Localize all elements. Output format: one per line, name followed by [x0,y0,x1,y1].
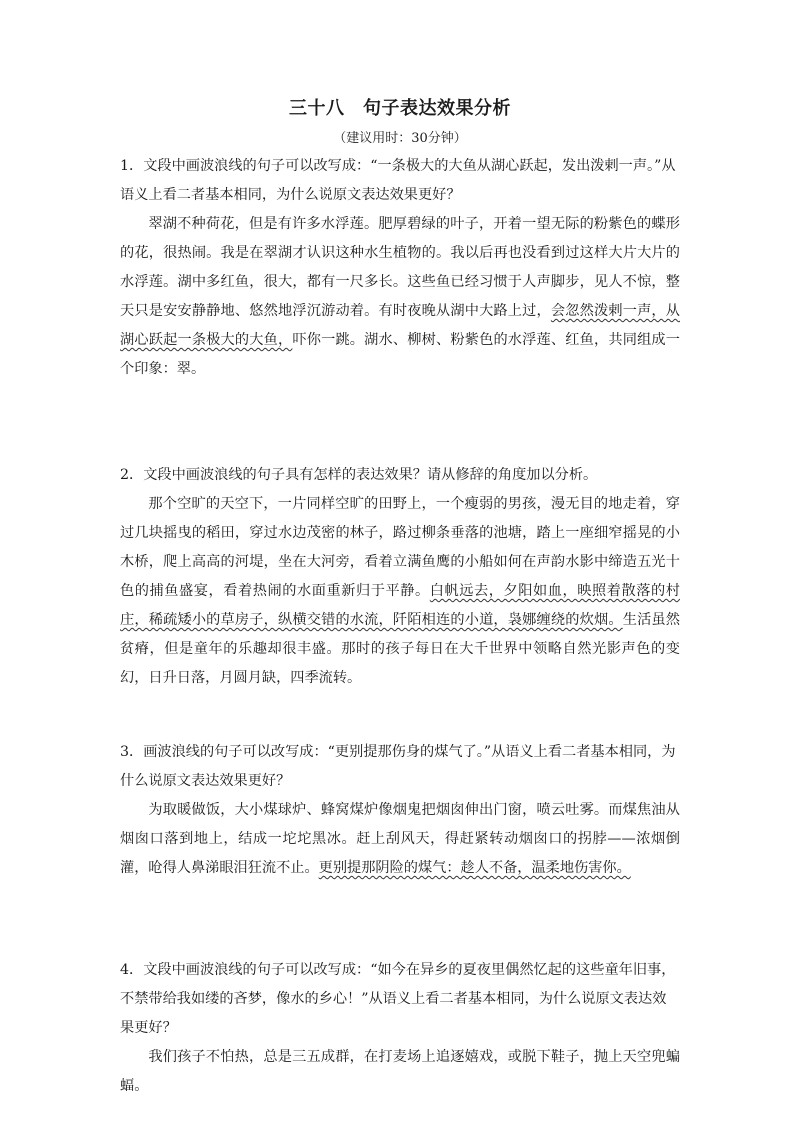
question-prompt: 2．文段中画波浪线的句子具有怎样的表达效果？请从修辞的角度加以分析。 [120,467,598,483]
wavy-underlined-sentence: 白帆远去，夕阳如血，映照着散落的村庄，稀疏矮小的草房子，纵横交错的水流，阡陌相连的小道，袅娜缠绕的炊烟。 [120,583,680,628]
question-passage [120,490,680,693]
passage-text: 为取暖做饭，大小煤球炉、蜂窝煤炉像烟鬼把烟囱伸出门窗，喷云吐雾。而煤焦油从烟囱口落到地上，结成一坨坨黑冰。赶上刮风天，得赶紧转动烟囱口的拐脖——浓烟倒灌，呛得人鼻涕眼泪狂流不止。 [120,802,680,876]
passage-text: 翠湖不种荷花，但是有许多水浮莲。肥厚碧绿的叶子，开着一望无际的粉紫色的蝶形的花，很热闹。我是在翠湖才认识这种水生植物的。我以后再也没看到过这样大片大片的水浮莲。湖中多红鱼，很大，都有一尺多长。这些鱼已经习惯于人声脚步，见人不惊，整天只是安安静静地、悠然地浮沉游动着。有时夜晚从湖中大路上过， [120,216,680,319]
question-3 [120,738,680,883]
question-passage [120,1043,680,1101]
page-subtitle: （建议用时：30分钟） [333,131,467,146]
question-passage [120,210,680,384]
passage-text: 吓你一跳。湖水、柳树、粉紫色的水浮莲、红鱼，共同组成一个印象：翠。 [120,332,680,377]
question-prompt: 1．文段中画波浪线的句子可以改写成：“一条极大的大鱼从湖心跃起，发出泼剌一声。”从语义上看二者基本相同，为什么说原文表达效果更好？ [120,158,676,203]
page-title: 三十八 句子表达效果分析 [289,98,511,119]
answer-space [120,693,680,738]
question-prompt: 4．文段中画波浪线的句子可以改写成：“如今在异乡的夏夜里偶然忆起的这些童年旧事，不禁带给我如缕的吝梦，像水的乡心！”从语义上看二者基本相同，为什么说原文表达效果更好？ [120,962,676,1036]
question-passage [120,796,680,883]
wavy-underlined-sentence: 更别提那阴险的煤气：趁人不备，温柔地伤害你。 [318,860,631,876]
answer-space [120,883,680,956]
question-4 [120,956,680,1101]
question-2 [120,461,680,693]
document-page [120,96,680,1101]
passage-text: 那个空旷的天空下，一片同样空旷的田野上，一个瘦弱的男孩，漫无目的地走着，穿过几块摇曳的稻田，穿过水边茂密的林子，路过柳条垂落的池塘，踏上一座细窄摇晃的小木桥，爬上高高的河堤，坐在大河旁，看着立满鱼鹰的小船如何在声韵水影中缔造五光十色的捕鱼盛宴，看着热闹的水面重新归于平静。 [120,496,680,599]
passage-text: 生活虽然贫瘠，但是童年的乐趣却很丰盛。那时的孩子每日在大千世界中领略自然光影声色的变幻，日升日落，月圆月缺，四季流转。 [120,612,680,686]
answer-space [120,384,680,461]
wavy-underlined-sentence: 会忽然泼剌一声，从湖心跃起一条极大的大鱼， [120,303,680,348]
question-1 [120,152,680,384]
passage-text: 我们孩子不怕热，总是三五成群，在打麦场上追逐嬉戏，或脱下鞋子，抛上天空兜蝙蝠。 [120,1049,680,1094]
question-prompt: 3．画波浪线的句子可以改写成：“更别提那伤身的煤气了。”从语义上看二者基本相同，为什么说原文表达效果更好？ [120,744,676,789]
